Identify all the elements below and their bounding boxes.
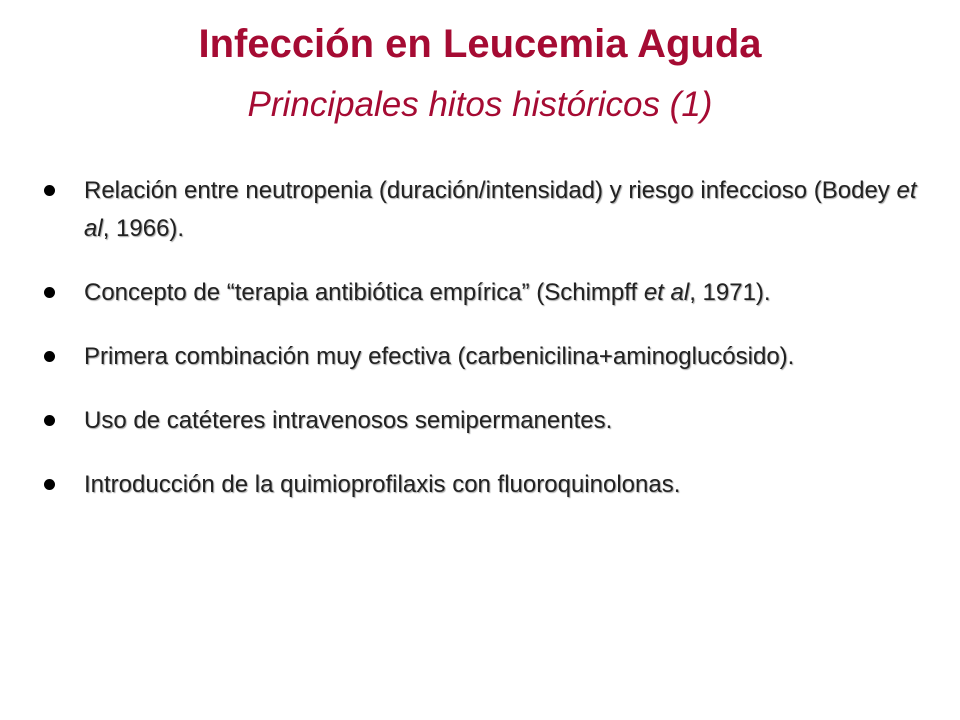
bullet-text: Introducción de la quimioprofilaxis con fluoroquinolonas. — [84, 471, 681, 498]
bullet-text: Uso de catéteres intravenosos semipermanentes. — [84, 407, 613, 434]
bullet-item — [40, 338, 920, 376]
bullet-dot-icon — [44, 351, 55, 362]
bullet-dot-icon — [44, 479, 55, 490]
bullet-text: Concepto de “terapia antibiótica empírica” (Schimpff et al, 1971). — [84, 279, 771, 306]
bullet-item — [40, 172, 920, 248]
bullet-dot-icon — [44, 185, 55, 196]
slide-subtitle: Principales hitos históricos (1) — [247, 85, 713, 124]
bullet-text: Relación entre neutropenia (duración/intensidad) y riesgo infeccioso (Bodey et al, 1966). — [84, 177, 917, 242]
bullet-text: Primera combinación muy efectiva (carbenicilina+aminoglucósido). — [84, 343, 795, 370]
bullet-dot-icon — [44, 415, 55, 426]
bullet-list — [40, 172, 920, 530]
bullet-item — [40, 466, 920, 504]
bullet-item — [40, 274, 920, 312]
bullet-item — [40, 402, 920, 440]
slide-title: Infección en Leucemia Aguda — [198, 22, 762, 66]
bullet-dot-icon — [44, 287, 55, 298]
